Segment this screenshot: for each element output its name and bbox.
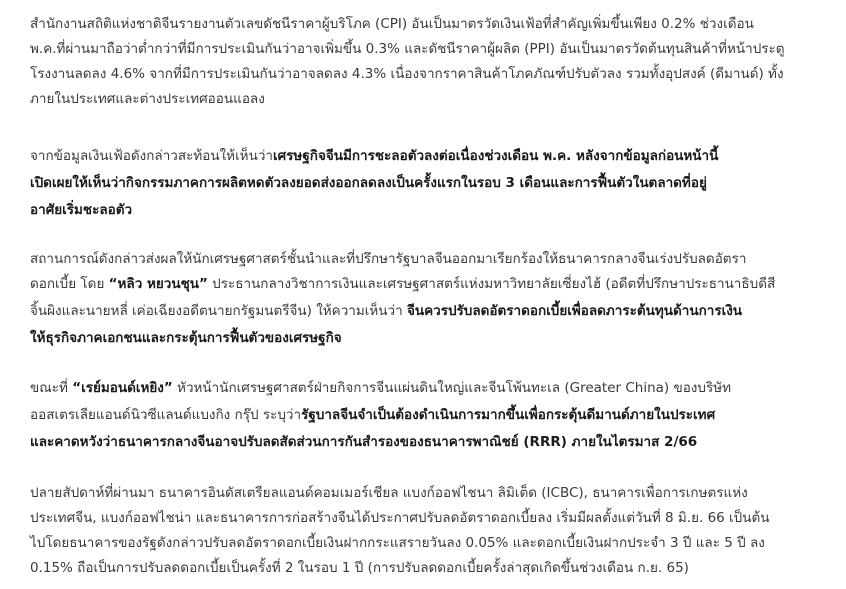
text-line [30,403,830,430]
bold-text-segment: ให้ธุรกิจภาคเอกชนและกระตุ้นการฟื้นตัวของเศรษฐกิจ [30,330,342,346]
text-segment: สถานการณ์ดังกล่าวส่งผลให้นักเศรษฐศาสตร์ชั้นนำและที่ปรึกษารัฐบาลจีนออกมาเรียกร้องให้ธนาคารกลางจีนเร่งปรับลดอัตรา [30,251,747,267]
bold-text-segment: อาศัยเริ่มชะลอตัว [30,202,133,218]
text-segment: โรงงานลดลง 4.6% จากที่มีการประเมินกันว่าอาจลดลง 4.3% เนื่องจากราคาสินค้าโภคภัณฑ์ปรับตัวลง รวมทั้งอุปสงค์ (ดีมานด์) ทั้ง [30,66,784,82]
text-line [30,198,830,225]
text-segment: ขณะที่ [30,380,73,396]
text-segment: จากข้อมูลเงินเฟ้อดังกล่าวสะท้อนให้เห็นว่า [30,148,273,164]
text-segment: 0.15% ถือเป็นการปรับลดดอกเบี้ยเป็นครั้งที่ 2 ในรอบ 1 ปี (การปรับลดดอกเบี้ยครั้งล่าสุดเกิดขึ้นช่วงเดือน ก.ย. 65) [30,560,689,576]
text-line [30,12,830,37]
text-line [30,299,830,326]
paragraph-raymond-yeung [30,376,830,457]
text-line [30,430,830,457]
paragraph-slowdown [30,144,830,225]
text-line [30,87,830,112]
text-segment: หัวหน้านักเศรษฐศาสตร์ฝ่ายกิจการจีนแผ่นดินใหญ่และจีนโพ้นทะเล (Greater China) ของบริษัท [172,380,732,396]
bold-text-segment: เปิดเผยให้เห็นว่ากิจกรรมภาคการผลิตหดตัวลงยอดส่งออกลดลงเป็นครั้งแรกในรอบ 3 เดือนและการฟื้นตัวในตลาดที่อยู่ [30,175,707,191]
text-line [30,144,830,171]
text-segment: ปลายสัปดาห์ที่ผ่านมา ธนาคารอินดัสเตรียลแอนด์คอมเมอร์เชียล แบงก์ออฟไชนา ลิมิเต็ด (ICBC), ธนาคารเพื่อการเกษตรแห่ง [30,485,748,501]
bold-text-segment: จีนควรปรับลดอัตราดอกเบี้ยเพื่อลดภาระต้นทุนด้านการเงิน [406,303,743,319]
text-line [30,62,830,87]
text-line [30,326,830,353]
text-segment: ประธานกลางวิชาการเงินและเศรษฐศาสตร์แห่งมหาวิทยาลัยเซี่ยงไฮ้ (อดีตที่ปรึกษาประธานาธิบดีสี [207,276,776,292]
bold-text-segment: “เรย์มอนด์เหยิง” [72,380,173,396]
text-segment: ไปโดยธนาคารของรัฐดังกล่าวปรับลดอัตราดอกเบี้ยเงินฝากกระแสรายวันลง 0.05% และดอกเบี้ยเงินฝากประจำ 3 ปี และ 5 ปี ลง [30,535,765,551]
text-line [30,247,830,272]
bold-text-segment: และคาดหวังว่าธนาคารกลางจีนอาจปรับลดสัดส่วนการกันสำรองของธนาคารพาณิชย์ (RRR) ภายในไตรมาส 2/66 [30,434,698,450]
paragraph-bank-rate-cuts [30,481,830,581]
text-segment: ภายในประเทศและต่างประเทศออนแอลง [30,91,265,107]
bold-text-segment: เศรษฐกิจจีนมีการชะลอตัวลงต่อเนื่องช่วงเดือน พ.ค. หลังจากข้อมูลก่อนหน้านี้ [272,148,719,164]
bold-text-segment: “หลิว หยวนชุน” [108,276,208,292]
text-segment: ประเทศจีน, แบงก์ออฟไชน่า และธนาคารการก่อสร้างจีนได้ประกาศปรับลดอัตราดอกเบี้ยลง เริ่มมีผลตั้งแต่วันที่ 8 มิ.ย. 66 เป็นต้น [30,510,770,526]
text-line [30,481,830,506]
bold-text-segment: รัฐบาลจีนจำเป็นต้องดำเนินการมากขึ้นเพื่อกระตุ้นดีมานด์ภายในประเทศ [301,407,716,423]
text-segment: สำนักงานสถิติแห่งชาติจีนรายงานตัวเลขดัชนีราคาผู้บริโภค (CPI) อันเป็นมาตรวัดเงินเฟ้อที่สำคัญเพิ่มขึ้นเพียง 0.2% ช่วงเดือน [30,16,754,32]
text-line [30,556,830,581]
text-line [30,272,830,299]
text-segment: ออสเตรเลียแอนด์นิวซีแลนด์แบงกิง กรุ๊ป ระบุว่า [30,407,302,423]
text-line [30,506,830,531]
text-line [30,376,830,403]
text-line [30,531,830,556]
text-line [30,171,830,198]
text-segment: พ.ค.ที่ผ่านมาถือว่าต่ำกว่าที่มีการประเมินกันว่าอาจเพิ่มขึ้น 0.3% และดัชนีราคาผู้ผลิต (PPI) อันเป็นมาตรวัดต้นทุนสินค้าที่หน้าประตู [30,41,785,57]
paragraph-rate-cut-call [30,247,830,353]
paragraph-cpi-ppi [30,12,830,112]
text-segment: ดอกเบี้ย โดย [30,276,109,292]
text-line [30,37,830,62]
text-segment: จิ้นผิงและนายหลี่ เค่อเฉียงอดีตนายกรัฐมนตรีจีน) ให้ความเห็นว่า [30,303,407,319]
